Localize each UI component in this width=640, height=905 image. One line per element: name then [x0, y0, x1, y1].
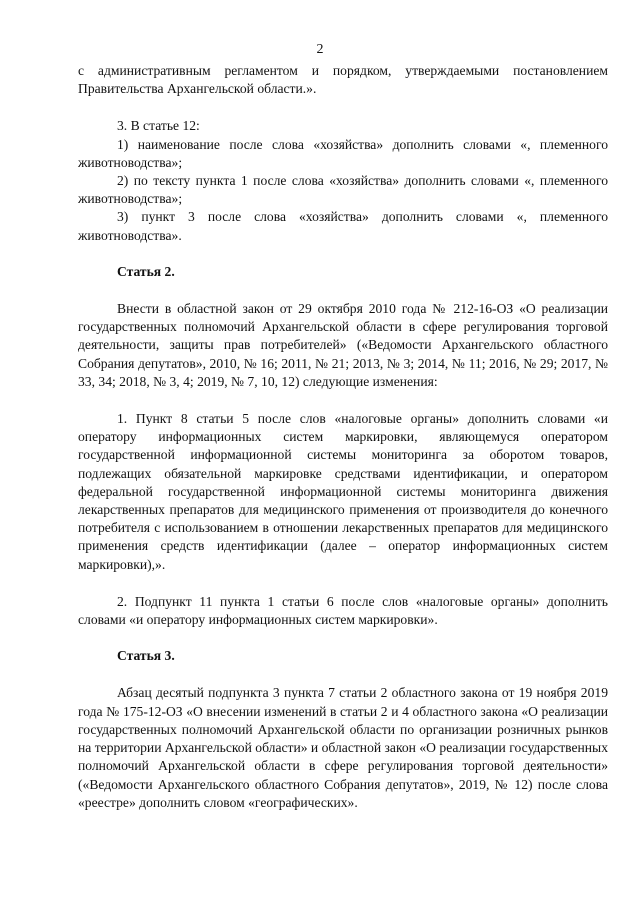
paragraph-item-3: 3) пункт 3 после слова «хозяйства» дополнить словами «, племенного животноводства».: [78, 209, 608, 243]
page-number: 2: [316, 42, 324, 57]
paragraph-article-12: 3. В статье 12:: [117, 118, 200, 134]
heading-article-3: Статья 3.: [117, 648, 175, 664]
paragraph-item-2: 2) по тексту пункта 1 после слова «хозяйства» дополнить словами «, племенного животноводства»;: [78, 173, 608, 207]
paragraph-article-2-point-2: 2. Подпункт 11 пункта 1 статьи 6 после слов «налоговые органы» дополнить словами «и оператору информационных систем маркировки».: [78, 593, 608, 628]
heading-article-2: Статья 2.: [117, 263, 175, 279]
paragraph-item-1: 1) наименование после слова «хозяйства» дополнить словами «, племенного животноводства»;: [78, 136, 608, 170]
paragraph-continuation: с административным регламентом и порядком, утверждаемыми постановлением Правительства Архангельской области.».: [78, 63, 608, 97]
document-body: [78, 62, 608, 812]
paragraph-article-3: Абзац десятый подпункта 3 пункта 7 статьи 2 областного закона от 19 ноября 2019 года № 175-12-ОЗ «О внесении изменений в статьи 2 и 4 областного закона «О реализации государственных полномочий Архангельской области по организации розничных рынков на территории Архангельской области» и областной закон «О реализации государственных полномочий Архангельской области в сфере регулирования торговой деятельности» («Ведомости Архангельского областного Собрания депутатов», 2019, № 12) после слова «реестре» дополнить словом «географических».: [78, 685, 608, 810]
paragraph-article-2-intro: Внести в областной закон от 29 октября 2010 года № 212-16-ОЗ «О реализации государственных полномочий Архангельской области в сфере регулирования торговой деятельности, защиты прав потребителей» («Ведомости Архангельского областного Собрания депутатов», 2010, № 16; 2011, № 21; 2013, № 3; 2014, № 11; 2016, № 29; 2017, № 33, 34; 2018, № 3, 4; 2019, № 7, 10, 12) следующие изменения:: [78, 301, 608, 389]
paragraph-article-2-point-1: 1. Пункт 8 статьи 5 после слов «налоговые органы» дополнить словами «и оператору информационных систем маркировки, являющемуся оператором государственной информационной системы мониторинга за оборотом товаров, подлежащих обязательной маркировке средствами идентификации, и оператором федеральной государственной информационной системы мониторинга движения лекарственных препаратов для медицинского применения от производителя до конечного потребителя с использованием в отношении лекарственных препаратов для медицинского применения средств идентификации (далее – оператор информационных систем маркировки),».: [78, 411, 608, 572]
